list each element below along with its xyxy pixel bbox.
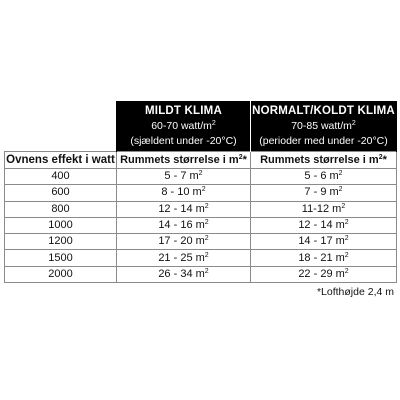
empty-header-cell (5, 101, 117, 152)
mild-climate-note: (sjældent under -20°C) (130, 134, 237, 147)
mild-climate-header (117, 101, 251, 152)
room-size-table-container (4, 101, 396, 283)
table-row (5, 169, 397, 185)
column-header-row (5, 152, 397, 169)
effect-cell: 600 (5, 185, 117, 201)
effect-column-header: Ovnens effekt i watt (5, 152, 117, 169)
table-row (5, 250, 397, 266)
mild-room-size-cell: 14 - 16 $m^2$ (117, 217, 251, 233)
table-row (5, 185, 397, 201)
cold-room-size-cell: 14 - 17 $m^2$ (251, 234, 397, 250)
effect-cell: 800 (5, 201, 117, 217)
cold-room-size-cell: 5 - 6 $m^2$ (251, 169, 397, 185)
cold-room-size-cell: 22 - 29 $m^2$ (251, 266, 397, 282)
table-body (5, 169, 397, 283)
cold-climate-note: (perioder med under -20°C) (259, 134, 388, 147)
effect-cell: 1200 (5, 234, 117, 250)
cold-room-size-cell: 18 - 21 $m^2$ (251, 250, 397, 266)
cold-room-size-cell: 7 - 9 $m^2$ (251, 185, 397, 201)
effect-cell: 1000 (5, 217, 117, 233)
cold-climate-header (251, 101, 397, 152)
room-size-table (4, 101, 397, 283)
mild-room-size-cell: 21 - 25 $m^2$ (117, 250, 251, 266)
cold-climate-title: NORMALT/KOLDT KLIMA (252, 104, 395, 117)
mild-room-size-cell: 12 - 14 $m^2$ (117, 201, 251, 217)
effect-cell: 400 (5, 169, 117, 185)
mild-climate-watt: 60-70 watt/$m^2$ (151, 119, 216, 132)
table-row (5, 234, 397, 250)
mild-room-size-cell: 8 - 10 $m^2$ (117, 185, 251, 201)
effect-cell: 2000 (5, 266, 117, 282)
cold-climate-watt: 70-85 watt/$m^2$ (291, 119, 356, 132)
mild-room-size-cell: 17 - 20 $m^2$ (117, 234, 251, 250)
cold-room-size-cell: 11-12 $m^2$ (251, 201, 397, 217)
climate-header-row (5, 101, 397, 152)
mild-room-size-cell: 5 - 7 $m^2$ (117, 169, 251, 185)
mild-room-size-header: Rummets størrelse i $m^2*$ (117, 152, 251, 169)
cold-room-size-header: Rummets størrelse i $m^2*$ (251, 152, 397, 169)
effect-cell: 1500 (5, 250, 117, 266)
ceiling-height-footnote: *Lofthøjde 2,4 m (316, 286, 394, 298)
cold-room-size-cell: 12 - 14 $m^2$ (251, 217, 397, 233)
table-row (5, 266, 397, 282)
mild-climate-title: MILDT KLIMA (145, 104, 222, 117)
mild-room-size-cell: 26 - 34 $m^2$ (117, 266, 251, 282)
table-row (5, 217, 397, 233)
table-row (5, 201, 397, 217)
